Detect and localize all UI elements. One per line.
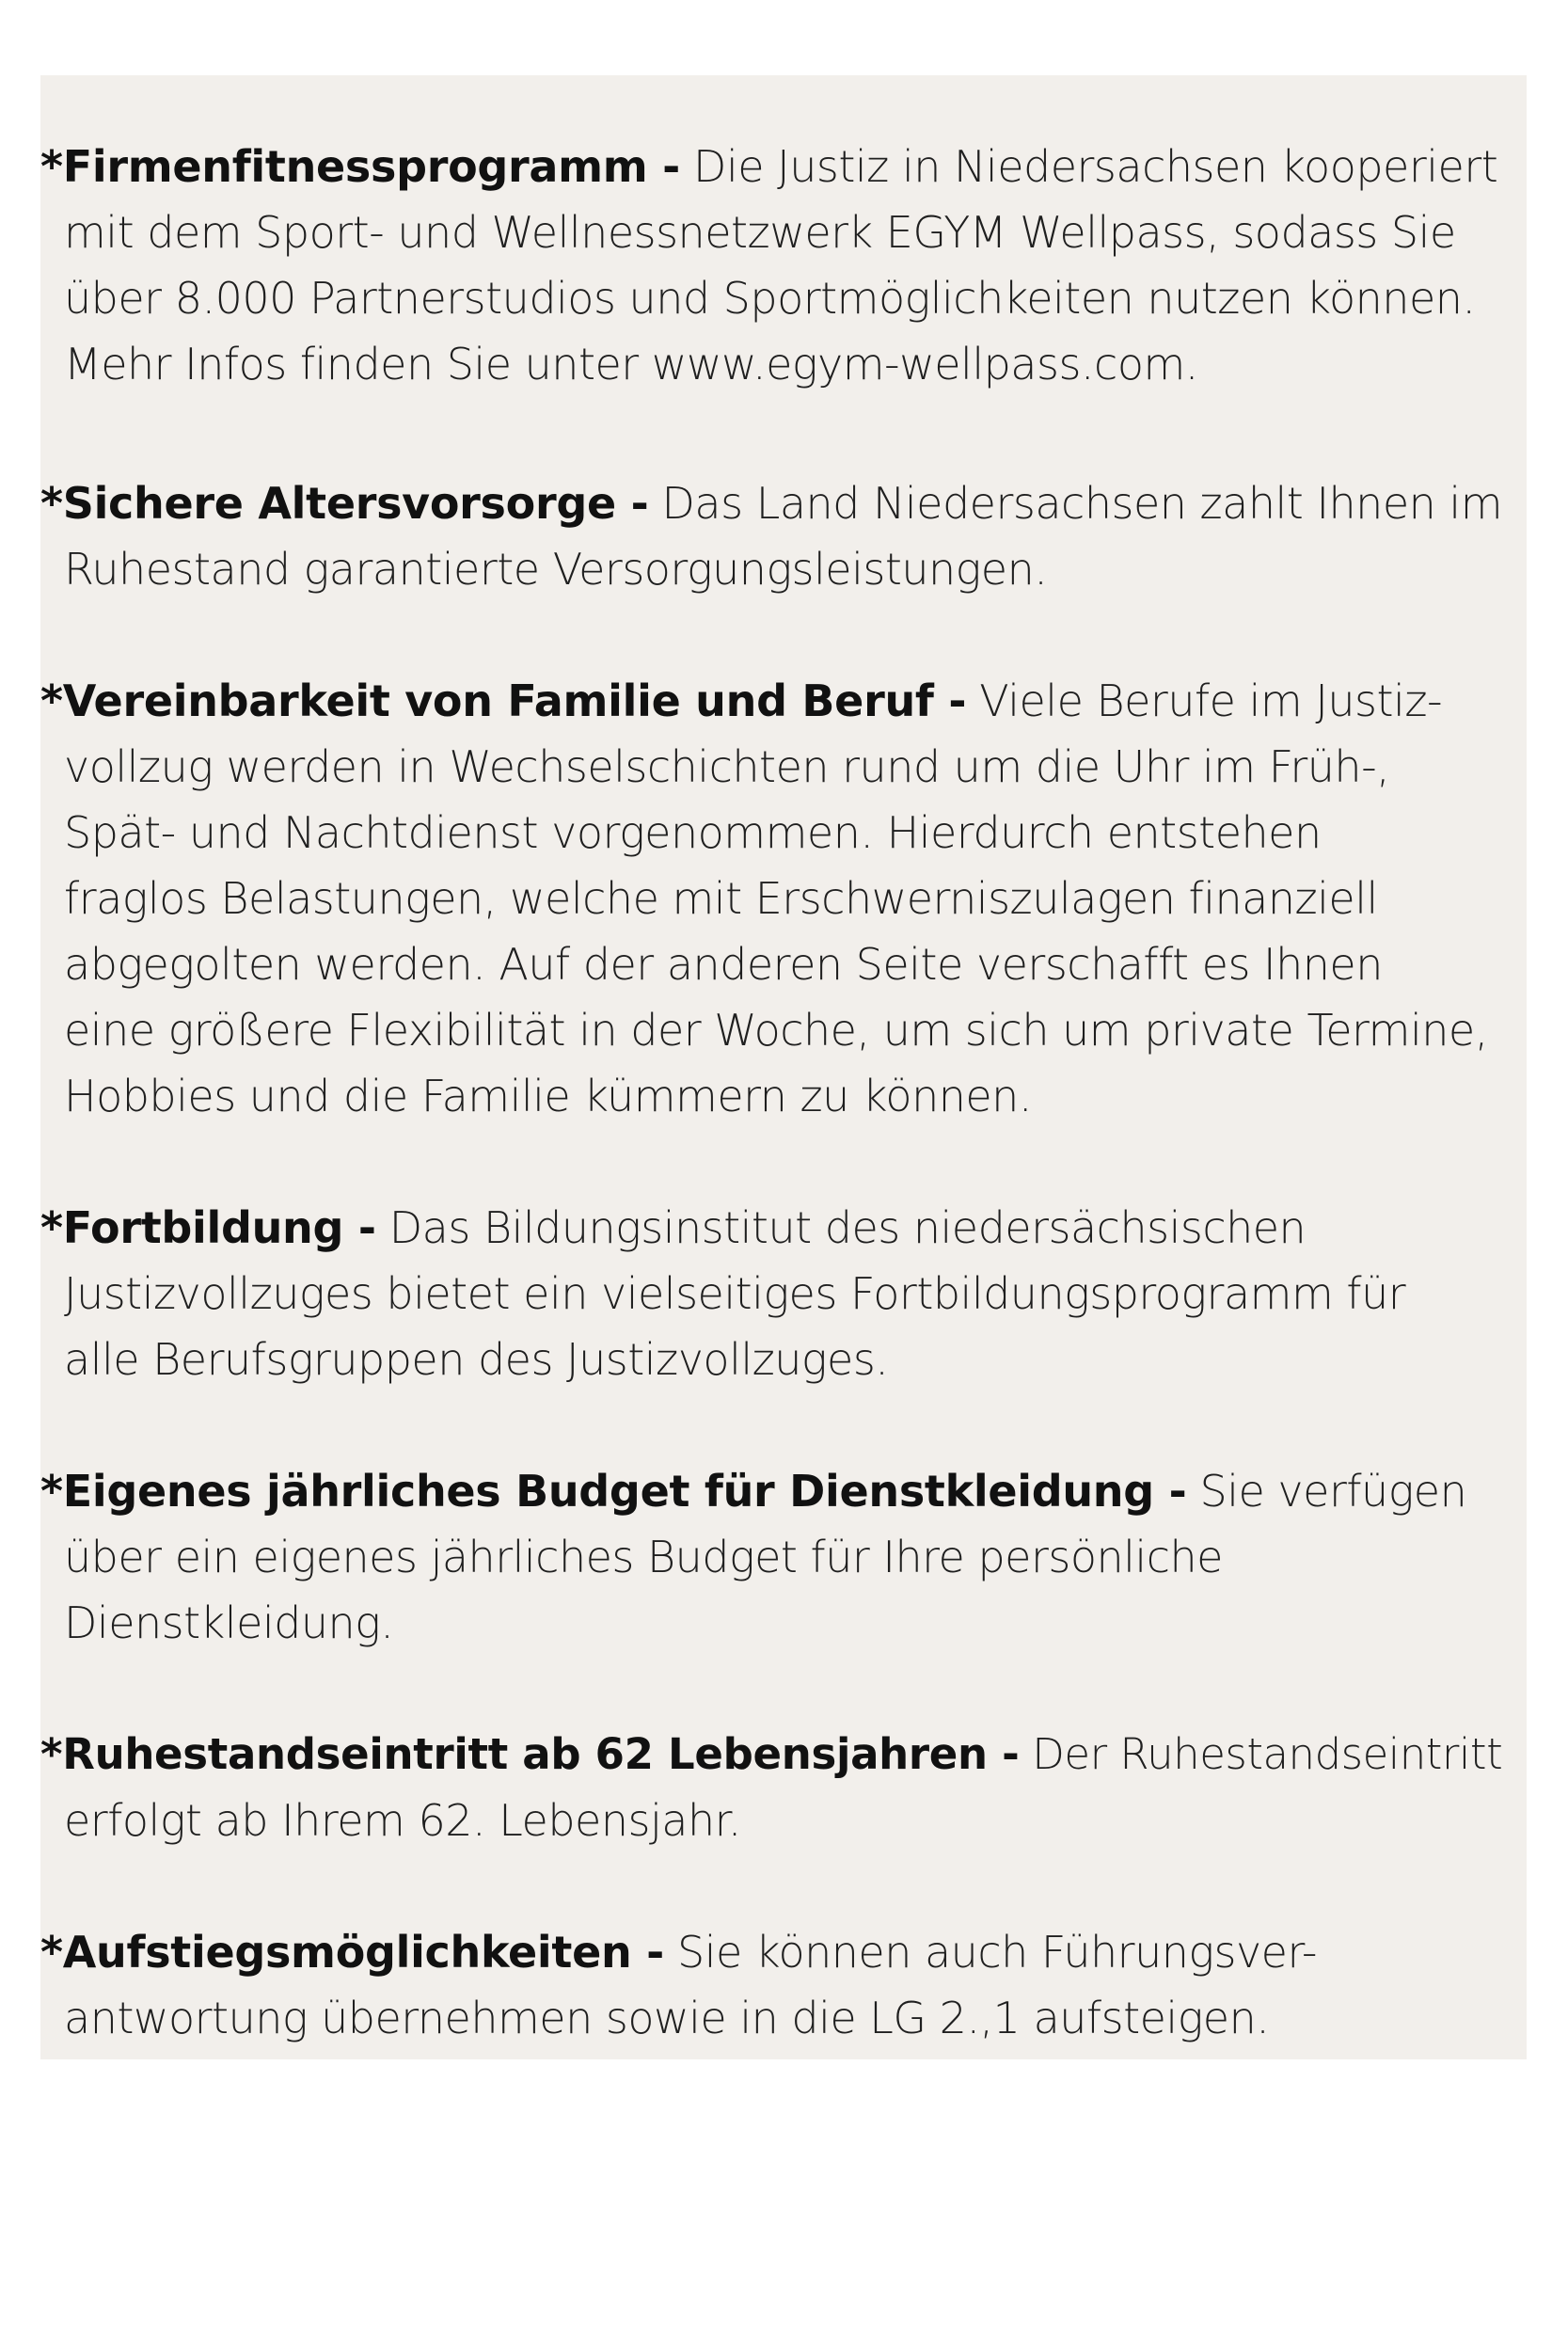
- benefit-text-line: antwortung übernehmen sowie in die LG 2.,1 aufsteigen.: [64, 1993, 1270, 2043]
- benefit-first-line: [40, 668, 1442, 734]
- benefit-text-line: fraglos Belastungen, welche mit Erschwerniszulagen finanziell: [64, 873, 1378, 924]
- benefit-text-line: abgegolten werden. Auf der anderen Seite verschafft es Ihnen: [64, 939, 1383, 990]
- benefit-first-line: [40, 470, 1502, 536]
- benefit-text-line: über 8.000 Partnerstudios und Sportmöglichkeiten nutzen können.: [64, 273, 1476, 324]
- benefit-first-line: [40, 1458, 1466, 1524]
- benefit-first-line: [40, 1195, 1306, 1261]
- benefit-text-line: Mehr Infos finden Sie unter www.egym-wellpass.com.: [64, 339, 1198, 389]
- benefit-title: *Fortbildung -: [40, 1202, 376, 1253]
- benefit-text: Viele Berufe im Justiz-: [966, 675, 1443, 726]
- benefit-first-line: [40, 134, 1497, 199]
- benefit-first-line: [40, 1919, 1317, 1985]
- benefit-text: Sie können auch Führungsver-: [663, 1927, 1318, 1978]
- benefit-title: *Vereinbarkeit von Familie und Beruf -: [40, 675, 967, 726]
- benefit-text-line: Spät- und Nachtdienst vorgenommen. Hierdurch entstehen: [64, 807, 1322, 858]
- benefit-title: *Sichere Altersvorsorge -: [40, 478, 649, 529]
- benefit-title: *Aufstiegsmöglichkeiten -: [40, 1927, 664, 1978]
- benefit-text: Der Ruhestandseintritt: [1019, 1729, 1503, 1779]
- benefit-text: Sie verfügen: [1186, 1466, 1467, 1517]
- benefit-text-line: erfolgt ab Ihrem 62. Lebensjahr.: [64, 1795, 741, 1846]
- benefit-title: *Ruhestandseintritt ab 62 Lebensjahren -: [40, 1729, 1020, 1779]
- benefit-text: Das Bildungsinstitut des niedersächsischen: [375, 1202, 1307, 1253]
- benefit-text-line: alle Berufsgruppen des Justizvollzuges.: [64, 1334, 889, 1385]
- benefit-title: *Firmenfitnessprogramm -: [40, 141, 680, 192]
- benefit-text-line: Dienstkleidung.: [64, 1597, 394, 1648]
- benefit-text-line: vollzug werden in Wechselschichten rund um die Uhr im Früh-,: [64, 741, 1390, 792]
- benefit-text-line: Justizvollzuges bietet ein vielseitiges Fortbildungsprogramm für: [64, 1268, 1406, 1319]
- benefit-text-line: mit dem Sport- und Wellnessnetzwerk EGYM Wellpass, sodass Sie: [64, 207, 1456, 258]
- benefit-text-line: über ein eigenes jährliches Budget für Ihre persönliche: [64, 1532, 1223, 1582]
- benefit-text-line: Ruhestand garantierte Versorgungsleistungen.: [64, 544, 1048, 595]
- benefit-text-line: eine größere Flexibilität in der Woche, um sich um private Termine,: [64, 1005, 1488, 1056]
- benefit-text: Die Justiz in Niedersachsen kooperiert: [679, 141, 1498, 192]
- benefit-text: Das Land Niedersachsen zahlt Ihnen im: [648, 478, 1503, 529]
- benefits-panel: [40, 75, 1527, 2059]
- benefit-title: *Eigenes jährliches Budget für Dienstkleidung -: [40, 1466, 1187, 1517]
- benefit-first-line: [40, 1722, 1502, 1788]
- benefit-text-line: Hobbies und die Familie kümmern zu können.: [64, 1071, 1032, 1121]
